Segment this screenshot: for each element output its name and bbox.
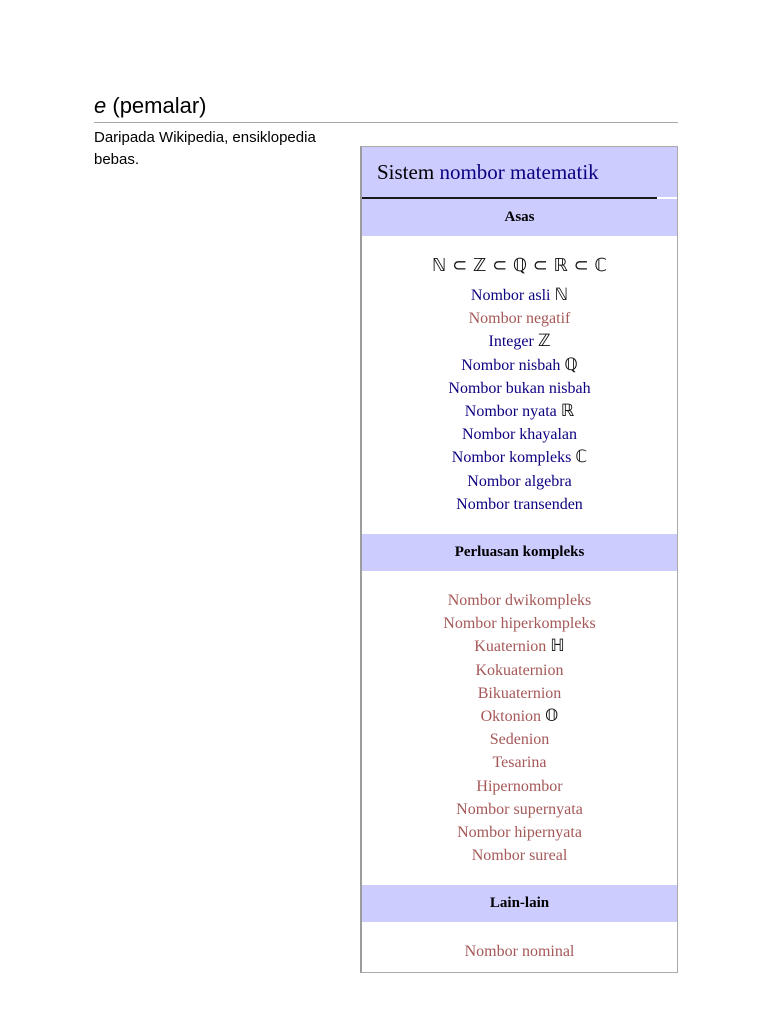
symbol-o: 𝕆	[545, 705, 559, 726]
list-item-kokuaternion[interactable]	[362, 659, 677, 682]
title-text: (pemalar)	[106, 93, 207, 118]
list-item-nombor-algebra[interactable]	[362, 470, 677, 493]
list-item-nombor-nominal[interactable]	[362, 940, 677, 963]
infobox-title-text: Sistem	[377, 160, 440, 184]
symbol-c: ℂ	[575, 447, 588, 468]
item-label[interactable]: Nombor kompleks	[451, 449, 572, 467]
list-item-nombor-bukan-nisbah[interactable]	[362, 377, 677, 400]
section-header-lain-lain: Lain-lain	[362, 885, 677, 922]
item-label[interactable]: Nombor supernyata	[456, 800, 583, 818]
item-label[interactable]: Nombor bukan nisbah	[448, 379, 591, 397]
item-label[interactable]: Hipernombor	[476, 777, 563, 795]
section-header-perluasan-kompleks: Perluasan kompleks	[362, 534, 677, 571]
list-item-nombor-nyata[interactable]	[362, 400, 677, 423]
item-label[interactable]: Nombor negatif	[468, 310, 571, 328]
title-divider	[94, 122, 678, 123]
list-item-tesarina[interactable]	[362, 751, 677, 774]
list-item-nombor-asli[interactable]	[362, 284, 677, 307]
item-label[interactable]: Nombor nyata	[464, 402, 557, 420]
item-label[interactable]: Nombor hiperkompleks	[443, 615, 596, 633]
list-lain-lain	[362, 940, 677, 963]
item-label[interactable]: Nombor hipernyata	[457, 823, 582, 841]
item-label[interactable]: Nombor khayalan	[461, 426, 578, 444]
list-item-nombor-nisbah[interactable]	[362, 354, 677, 377]
symbol-q: ℚ	[564, 354, 578, 375]
list-item-nombor-sureal[interactable]	[362, 844, 677, 867]
symbol-h: ℍ	[550, 636, 565, 657]
item-label[interactable]: Nombor asli	[470, 287, 551, 304]
item-label[interactable]: Nombor dwikompleks	[447, 592, 592, 609]
list-item-nombor-kompleks[interactable]	[362, 446, 677, 469]
item-label[interactable]: Nombor transenden	[456, 495, 583, 513]
item-label[interactable]: Nombor nisbah	[461, 356, 561, 374]
list-perluasan-kompleks	[362, 589, 677, 867]
item-label[interactable]: Nombor nominal	[464, 943, 575, 960]
list-item-oktonion[interactable]	[362, 705, 677, 728]
infobox-title	[362, 147, 677, 197]
list-item-bikuaternion[interactable]	[362, 682, 677, 705]
site-subtitle: Daripada Wikipedia, ensiklopedia bebas.	[94, 129, 316, 168]
symbol-z: ℤ	[537, 331, 551, 352]
list-item-nombor-transenden[interactable]	[362, 493, 677, 516]
item-label[interactable]: Oktonion	[480, 707, 542, 725]
list-item-nombor-supernyata[interactable]	[362, 798, 677, 821]
item-label[interactable]: Nombor algebra	[467, 472, 572, 490]
item-label[interactable]: Kuaternion	[474, 638, 547, 656]
item-label[interactable]: Bikuaternion	[477, 684, 562, 702]
item-label[interactable]: Tesarina	[492, 754, 547, 772]
list-item-integer[interactable]	[362, 330, 677, 353]
infobox-title-link[interactable]: nombor matematik	[439, 160, 599, 184]
number-set-formula: ℕ ⊂ ℤ ⊂ ℚ ⊂ ℝ ⊂ ℂ	[432, 255, 607, 276]
item-label[interactable]: Sedenion	[489, 731, 550, 749]
list-item-nombor-hipernyata[interactable]	[362, 821, 677, 844]
list-item-nombor-negatif[interactable]	[362, 307, 677, 330]
page-title	[94, 92, 207, 120]
item-label[interactable]: Nombor sureal	[471, 847, 568, 865]
list-item-nombor-khayalan[interactable]	[362, 423, 677, 446]
title-variable: e	[94, 93, 107, 118]
list-asas	[362, 284, 677, 516]
infobox	[360, 146, 678, 973]
item-label[interactable]: Kokuaternion	[475, 661, 564, 679]
section-header-asas: Asas	[362, 199, 677, 236]
symbol-n: ℕ	[554, 285, 569, 305]
list-item-kuaternion[interactable]	[362, 635, 677, 658]
symbol-r: ℝ	[560, 400, 575, 421]
list-item-nombor-dwikompleks[interactable]	[362, 589, 677, 612]
item-label[interactable]: Integer	[488, 333, 534, 351]
list-item-hipernombor[interactable]	[362, 775, 677, 798]
list-item-sedenion[interactable]	[362, 728, 677, 751]
list-item-nombor-hiperkompleks[interactable]	[362, 612, 677, 635]
